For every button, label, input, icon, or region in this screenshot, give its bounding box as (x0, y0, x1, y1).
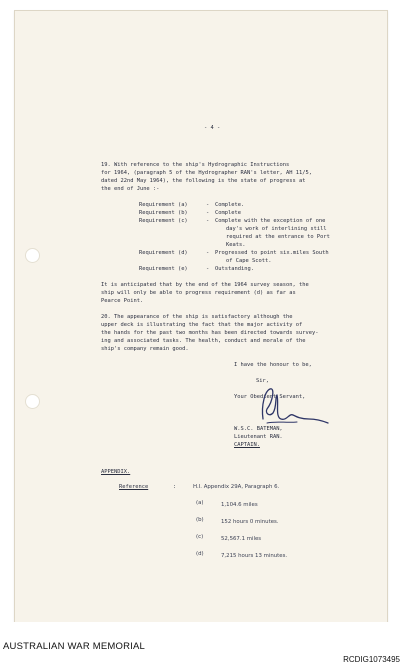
requirement-dash: - (206, 218, 210, 224)
document-page (14, 10, 388, 624)
closing-honour: I have the honour to be, (234, 362, 312, 368)
requirement-text: required at the entrance to Port (226, 234, 330, 240)
appendix-item-value: 1,104.6 miles (221, 502, 258, 508)
footer-institution: AUSTRALIAN WAR MEMORIAL (3, 641, 146, 652)
closing-servant: Your Obedient Servant, (234, 394, 306, 400)
punch-hole (25, 248, 40, 263)
requirement-dash: - (206, 266, 210, 272)
requirement-label: Requirement (c) (139, 218, 188, 224)
requirement-text: day's work of interlining still (226, 226, 327, 232)
archive-footer (0, 622, 404, 666)
text-line: It is anticipated that by the end of the 1964 survey season, the (101, 282, 309, 288)
requirement-text: Complete (215, 210, 241, 216)
requirement-label: Requirement (d) (139, 250, 188, 256)
text-line: dated 22nd May 1964), the following is the state of progress at (101, 178, 306, 184)
text-line: Pearce Point. (101, 298, 144, 304)
requirement-text: Outstanding. (215, 266, 254, 272)
signatory-title: CAPTAIN. (234, 442, 260, 448)
requirement-text: Keats. (226, 242, 246, 248)
appendix-item-value: 52,567.1 miles (221, 536, 262, 542)
appendix-item-value: 152 hours 0 minutes. (221, 519, 279, 525)
appendix-item-letter: (c) (196, 534, 204, 540)
signatory-rank: Lieutenant RAN. (234, 434, 283, 440)
appendix-item-letter: (a) (196, 500, 204, 506)
appendix-reference-value: H.I. Appendix 29A, Paragraph 6. (193, 484, 280, 490)
text-line: ship's company remain good. (101, 346, 189, 352)
text-line: for 1964, (paragraph 5 of the Hydrographer RAN's letter, AH 11/5, (101, 170, 312, 176)
requirement-dash: - (206, 210, 210, 216)
requirement-text: Complete with the exception of one (215, 218, 326, 224)
footer-record-id: RCDIG1073495 (343, 655, 400, 664)
appendix-heading: APPENDIX. (101, 469, 131, 475)
closing-sir: Sir, (256, 378, 269, 384)
text-line: 19. With reference to the ship's Hydrographic Instructions (101, 162, 290, 168)
appendix-item-letter: (d) (196, 551, 204, 557)
requirement-label: Requirement (b) (139, 210, 188, 216)
text-line: upper deck is illustrating the fact that the major activity of (101, 322, 303, 328)
appendix-item-letter: (b) (196, 517, 204, 523)
text-line: ship will only be able to progress requirement (d) as far as (101, 290, 296, 296)
text-line: 20. The appearance of the ship is satisfactory although the (101, 314, 293, 320)
text-line: the hands for the past two months has been directed towards survey- (101, 330, 319, 336)
appendix-reference-label: Reference (119, 484, 149, 490)
requirement-text: Complete. (215, 202, 245, 208)
requirement-label: Requirement (e) (139, 266, 188, 272)
requirement-label: Requirement (a) (139, 202, 188, 208)
requirement-dash: - (206, 250, 210, 256)
text-line: ing and associated tasks. The health, conduct and morale of the (101, 338, 306, 344)
text-line: the end of June :- (101, 186, 160, 192)
requirement-text: of Cape Scott. (226, 258, 272, 264)
punch-hole (25, 394, 40, 409)
signatory-name: W.S.C. BATEMAN, (234, 426, 283, 432)
requirement-text: Progressed to point six.miles South (215, 250, 329, 256)
appendix-reference-colon: : (173, 484, 177, 490)
appendix-item-value: 7,215 hours 13 minutes. (221, 553, 288, 559)
requirement-dash: - (206, 202, 210, 208)
page-number: - 4 - (204, 125, 221, 131)
